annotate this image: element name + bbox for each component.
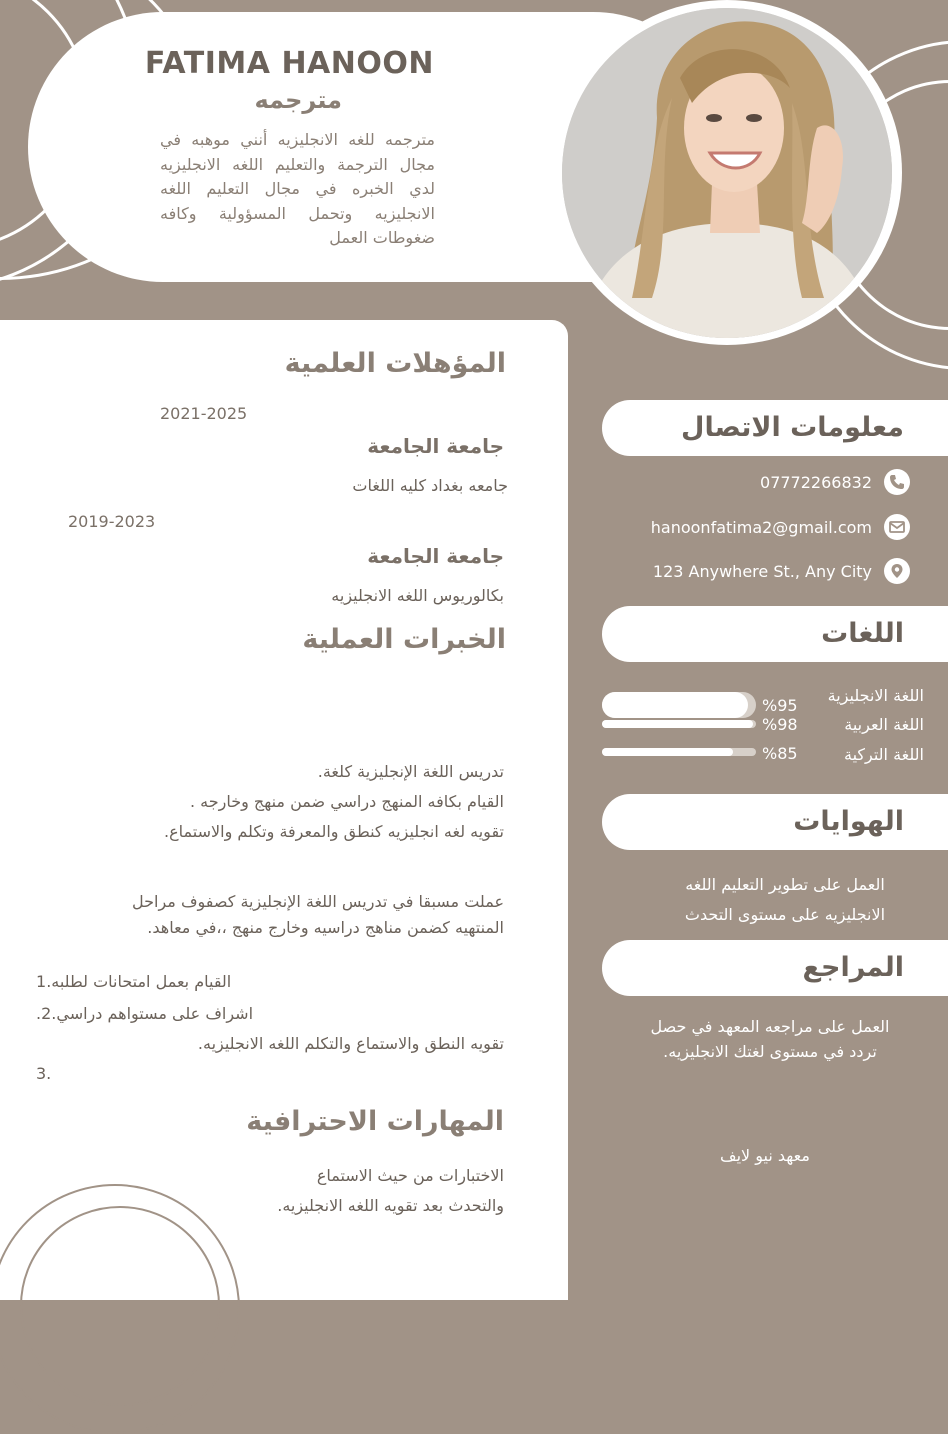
language-level-fill (602, 692, 748, 718)
main-panel (0, 320, 568, 1300)
hobbies-title: الهوايات (602, 794, 948, 850)
contact-address-row (653, 557, 910, 585)
experience-line: القيام بكافه المنهج دراسي ضمن منهج وخارجه . (189, 792, 504, 811)
contact-phone-row (760, 468, 910, 496)
experience-line: تقويه النطق والاستماع والتكلم اللغه الانجليزيه. (197, 1034, 504, 1053)
language-name: اللغة التركية (844, 745, 924, 764)
skills-title: المهارات الاحترافية (246, 1106, 504, 1137)
decor-ring (20, 1206, 220, 1406)
address: 123 Anywhere St., Any City (652, 561, 872, 581)
experience-line: المنتهيه كضمن مناهج دراسيه وخارج منهج ،،في معاهد. (147, 918, 504, 937)
contact-title: معلومات الاتصال (602, 400, 948, 456)
references-title: المراجع (602, 940, 948, 996)
language-name: اللغة الانجليزية (827, 686, 924, 705)
language-percent: %85 (762, 744, 798, 763)
language-level-bar (602, 720, 756, 728)
phone-number: 07772266832 (760, 472, 872, 492)
language-level-fill (602, 720, 753, 728)
about-text: مترجمه للغه الانجليزيه أنني موهبه في مجال الترجمة والتعليم اللغه الانجليزيه لدي الخبره في مجال التعليم اللغه الانجليزيه وتحمل المسؤولية وكافه ضغوطات العمل (160, 130, 435, 247)
experience-line: تدريس اللغة الإنجليزية كلغة. (317, 762, 504, 781)
email-address: hanoonfatima2@gmail.com (650, 517, 872, 537)
experience-line: القيام بعمل امتحانات لطلبه.1 (36, 972, 232, 991)
experience-title: الخبرات العملية (302, 624, 506, 655)
skills-line: الاختبارات من حيث الاستماع (316, 1166, 504, 1185)
language-level-fill (602, 748, 733, 756)
experience-line: .اشراف على مستواهم دراسي.2 (36, 1004, 254, 1023)
email-icon (884, 514, 910, 540)
references-institute: معهد نيو لايف (720, 1146, 810, 1165)
education-detail: بكالوريوس اللغه الانجليزيه (331, 586, 504, 605)
references-text: العمل على مراجعه المعهد في حصل تردد في مستوى لغتك الانجليزيه. (650, 1017, 890, 1061)
language-percent: %95 (762, 696, 798, 715)
education-school: جامعة الجامعة (367, 544, 504, 568)
location-icon (884, 558, 910, 584)
language-level-bar (602, 692, 756, 718)
phone-icon (884, 469, 910, 495)
hobbies-text: العمل على تطوير التعليم اللغه الانجليزيه على مستوى التحدث (684, 875, 886, 924)
person-name: FATIMA HANOON (144, 46, 434, 81)
education-detail: جامعه بغداد كليه اللغات (352, 476, 508, 495)
experience-line: 3. (36, 1064, 52, 1083)
profile-photo (562, 8, 892, 338)
language-name: اللغة العربية (844, 715, 924, 734)
education-school: جامعة الجامعة (367, 434, 504, 458)
skills-line: والتحدث بعد تقويه اللغه الانجليزيه. (277, 1196, 504, 1215)
education-years: 2021-2025 (160, 404, 248, 423)
contact-email-row (651, 513, 910, 541)
experience-line: عملت مسبقا في تدريس اللغة الإنجليزية كصفوف مراحل (132, 892, 504, 911)
education-title: المؤهلات العلمية (284, 348, 506, 379)
education-years: 2019-2023 (68, 512, 156, 531)
language-level-bar (602, 748, 756, 756)
language-percent: %98 (762, 715, 798, 734)
job-title: مترجمه (254, 86, 342, 114)
languages-title: اللغات (602, 606, 948, 662)
experience-line: تقويه لغه انجليزيه كنطق والمعرفة وتكلم والاستماع. (164, 822, 504, 841)
